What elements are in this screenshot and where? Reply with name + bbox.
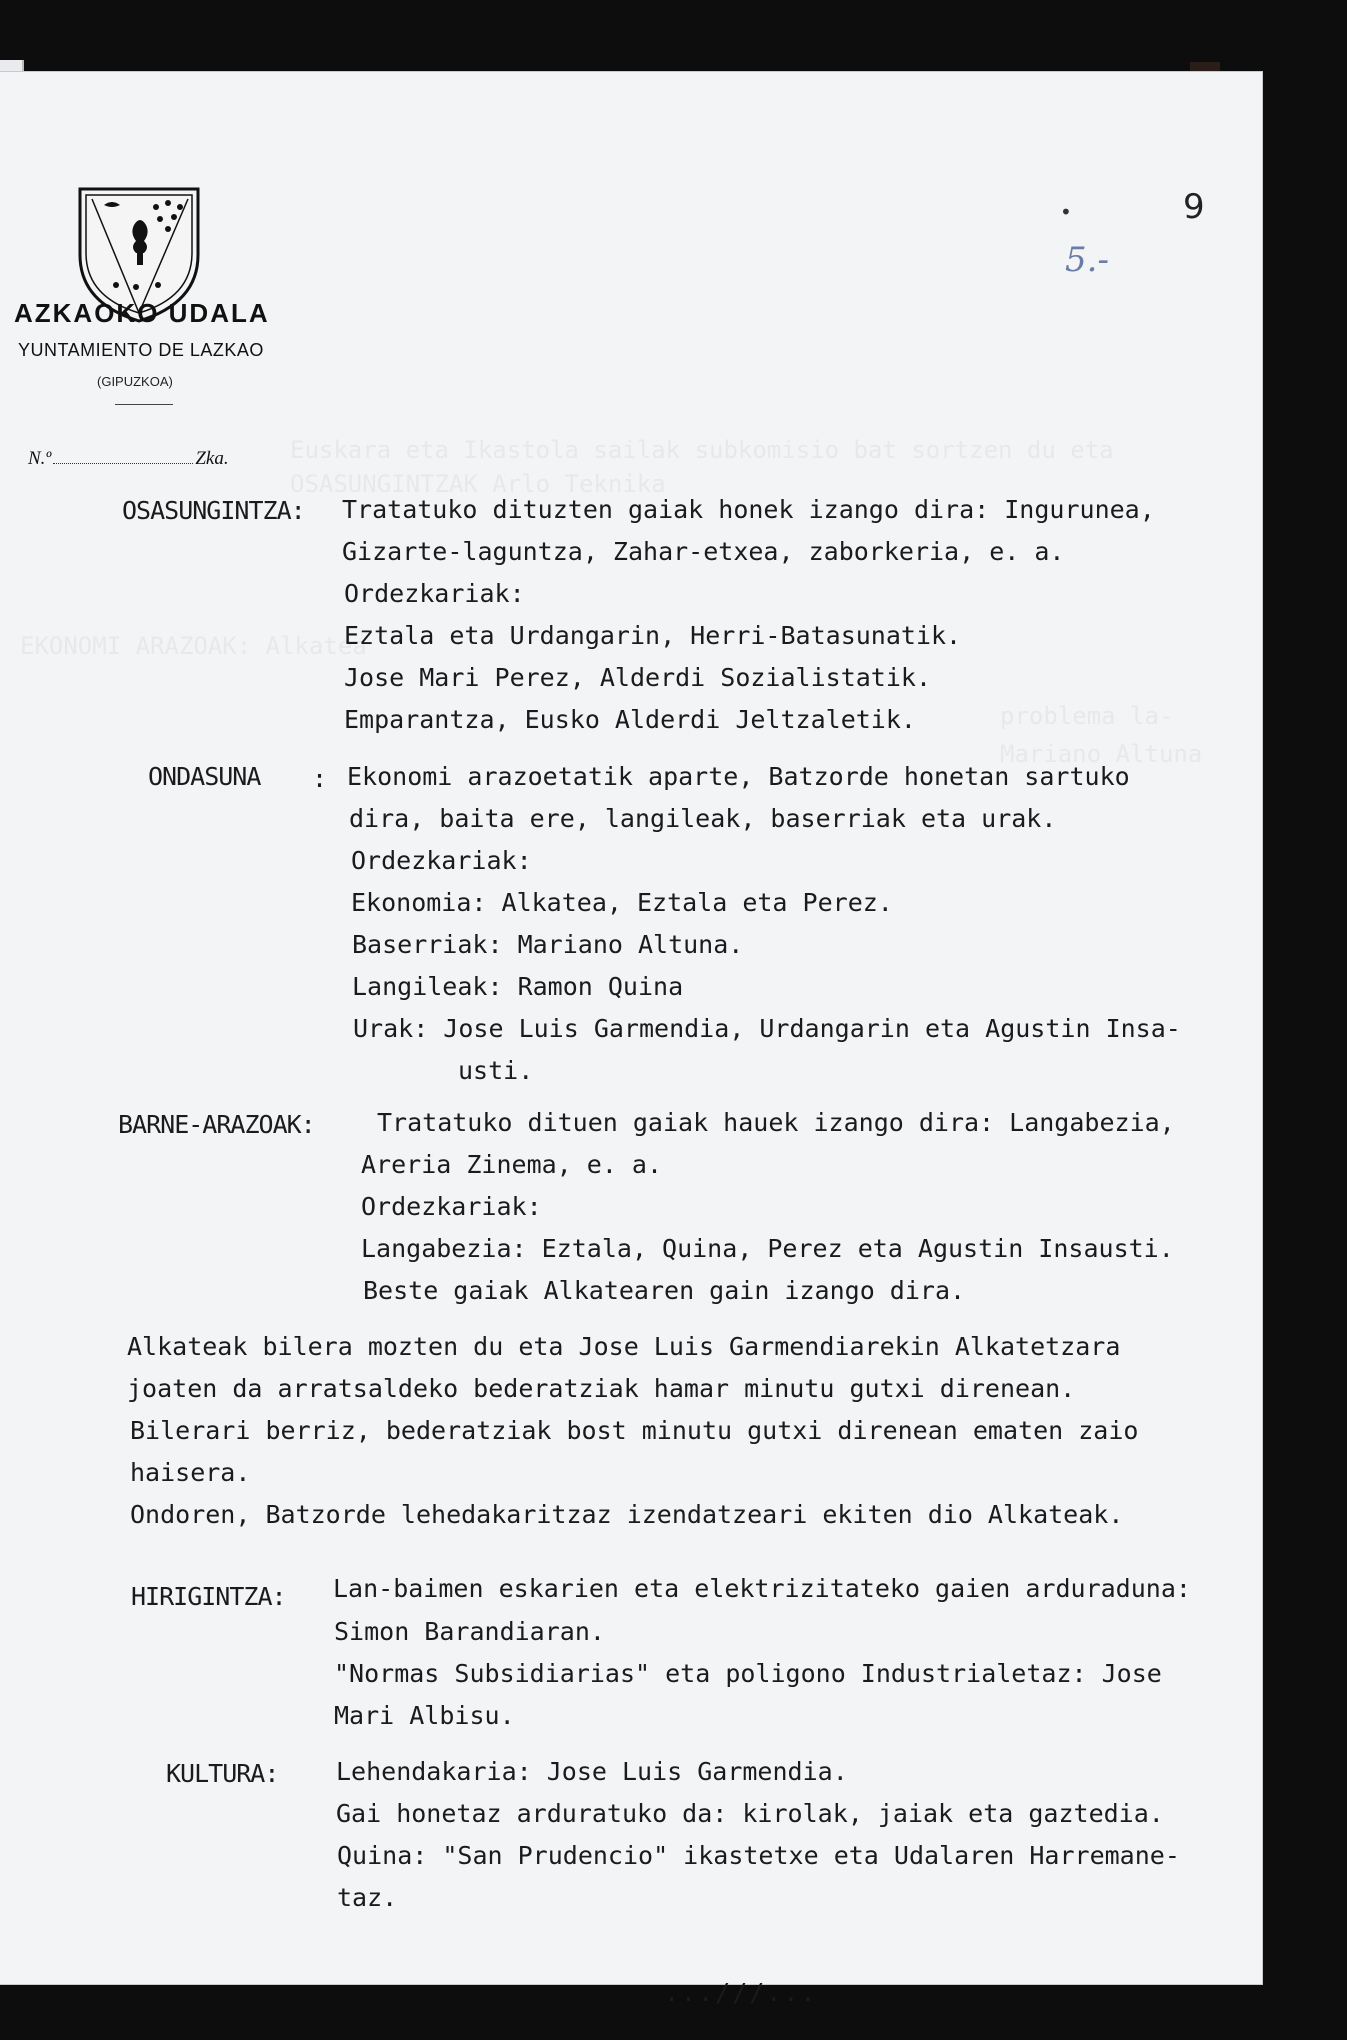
text-line: Ekonomi arazoetatik aparte, Batzorde honetan sartuko — [347, 762, 1130, 791]
text-line: "Normas Subsidiarias" eta poligono Industrialetaz: Jose — [334, 1659, 1162, 1688]
text-line: taz. — [337, 1883, 398, 1912]
text-line: Lan-baimen eskarien eta elektrizitateko gaien arduraduna: — [333, 1574, 1191, 1603]
section-heading-hirigintza: HIRIGINTZA: — [131, 1582, 286, 1611]
page-number: 9 — [1183, 187, 1205, 227]
text-line: Ekonomia: Alkatea, Eztala eta Perez. — [351, 888, 893, 917]
text-line: Langileak: Ramon Quina — [352, 972, 684, 1001]
section-heading-ondasuna: ONDASUNA — [148, 762, 261, 791]
section-heading-osasungintza: OSASUNGINTZA: — [122, 496, 305, 525]
text-line: Ordezkariak: — [351, 846, 532, 875]
text-line: Lehendakaria: Jose Luis Garmendia. — [336, 1757, 848, 1786]
municipality-name: AZKAOKO UDALA — [14, 298, 270, 328]
text-line: Bilerari berriz, bederatziak bost minutu gutxi direnean ematen zaio — [130, 1416, 1139, 1445]
number-dotted-line — [53, 463, 193, 464]
text-line: Gai honetaz arduratuko da: kirolak, jaiak eta gaztedia. — [336, 1799, 1164, 1828]
text-line: Tratatuko dituen gaiak hauek izango dira: Langabezia, — [377, 1108, 1175, 1137]
reference-number-field — [28, 448, 288, 476]
text-line: Quina: "San Prudencio" ikastetxe eta Udalaren Harremane- — [337, 1841, 1180, 1870]
bleed-through-text: Mariano Altuna — [1000, 740, 1203, 768]
bleed-through-text: Euskara eta Ikastola sailak subkomisio bat sortzen du eta — [290, 436, 1114, 464]
section-heading-kultura: KULTURA: — [166, 1759, 279, 1788]
text-line: Simon Barandiaran. — [334, 1617, 605, 1646]
text-line: Alkateak bilera mozten du eta Jose Luis Garmendiarekin Alkatetzara — [127, 1332, 1121, 1361]
letterhead-rule — [115, 404, 173, 405]
text-line: Gizarte-laguntza, Zahar-etxea, zaborkeria, e. a. — [342, 537, 1065, 566]
margin-dot-mark: • — [1060, 200, 1072, 224]
text-line: Ordezkariak: — [344, 579, 525, 608]
number-label: N.º — [28, 448, 52, 469]
text-line: Mari Albisu. — [334, 1701, 515, 1730]
municipality-spanish-name: YUNTAMIENTO DE LAZKAO — [18, 340, 264, 360]
text-line: Ordezkariak: — [361, 1192, 542, 1221]
zka-label: Zka. — [195, 448, 229, 469]
text-line: joaten da arratsaldeko bederatziak hamar minutu gutxi direnean. — [127, 1374, 1076, 1403]
text-line: haisera. — [130, 1458, 251, 1487]
heading-separator: : — [312, 764, 328, 793]
text-line: Beste gaiak Alkatearen gain izango dira. — [363, 1276, 966, 1305]
section-heading-barne-arazoak: BARNE-ARAZOAK: — [118, 1110, 315, 1139]
text-line: Ondoren, Batzorde lehedakaritzaz izendatzeari ekiten dio Alkateak. — [130, 1500, 1124, 1529]
text-line: Tratatuko dituzten gaiak honek izango dira: Ingurunea, — [342, 495, 1155, 524]
text-line: usti. — [458, 1056, 534, 1085]
text-line: Areria Zinema, e. a. — [361, 1150, 663, 1179]
text-line: Urak: Jose Luis Garmendia, Urdangarin eta Agustin Insa- — [353, 1014, 1181, 1043]
text-line: Eztala eta Urdangarin, Herri-Batasunatik. — [344, 621, 962, 650]
handwritten-number: 5.- — [1065, 240, 1109, 280]
province-label: (GIPUZKOA) — [97, 374, 173, 389]
bleed-through-text: EKONOMI ARAZOAK: Alkatea — [20, 632, 367, 660]
bleed-through-text: OSASUNGINTZAK Arlo Teknika — [290, 470, 666, 498]
text-line: Baserriak: Mariano Altuna. — [352, 930, 744, 959]
text-line: Emparantza, Eusko Alderdi Jeltzaletik. — [344, 705, 916, 734]
text-line: dira, baita ere, langileak, baserriak eta urak. — [349, 804, 1057, 833]
continuation-mark: ...///... — [664, 1978, 818, 2007]
text-line: Langabezia: Eztala, Quina, Perez eta Agustin Insausti. — [361, 1234, 1174, 1263]
document-page — [0, 72, 1262, 2007]
text-line: Jose Mari Perez, Alderdi Sozialistatik. — [344, 663, 931, 692]
bleed-through-text: problema la- — [1000, 702, 1174, 730]
